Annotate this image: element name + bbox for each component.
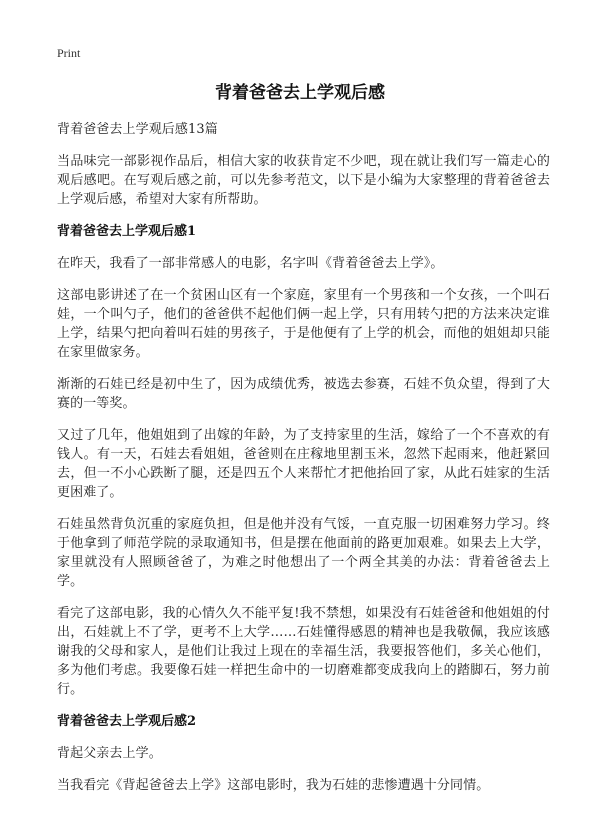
page-title: 背着爸爸去上学观后感: [215, 83, 385, 103]
section-heading-1: 背着爸爸去上学观后感1: [57, 224, 197, 239]
paragraph: 在昨天，我看了一部非常感人的电影，名字叫《背着爸爸去上学》。: [57, 256, 444, 271]
article-subtitle: 背着爸爸去上学观后感13篇: [57, 122, 218, 137]
section-heading-2: 背着爸爸去上学观后感2: [57, 714, 197, 729]
paragraph: 石娃虽然背负沉重的家庭负担，但是他并没有气馁，一直克服一切困难努力学习。终于他拿到了师范学院的录取通知书，但是摆在他面前的路更加艰难。如果去上大学，家里就没有人照顾爸爸了，为难之时他想出了一个两全其美的办法：背着爸爸去上学。: [57, 517, 550, 589]
print-link[interactable]: Print: [57, 46, 81, 60]
paragraph: 当我看完《背起爸爸去上学》这部电影时，我为石娃的悲惨遭遇十分同情。: [57, 778, 490, 793]
paragraph: 渐渐的石娃已经是初中生了，因为成绩优秀，被选去参赛，石娃不负众望，得到了大赛的一等奖。: [57, 377, 550, 411]
article-body: [57, 120, 550, 808]
intro-paragraph: 当品味完一部影视作品后，相信大家的收获肯定不少吧，现在就让我们写一篇走心的观后感吧。在写观后感之前，可以先参考范文，以下是小编为大家整理的背着爸爸去上学观后感，希望对大家有所帮助。: [57, 154, 550, 207]
paragraph: 看完了这部电影，我的心情久久不能平复!我不禁想，如果没有石娃爸爸和他姐姐的付出，石娃就上不了学，更考不上大学……石娃懂得感恩的精神也是我敬佩，我应该感谢我的父母和家人，是他们让我过上现在的幸福生活，我要报答他们，多关心他们，多为他们考虑。我要像石娃一样把生命中的一切磨难都变成我向上的踏脚石，努力前行。: [57, 606, 550, 697]
paragraph: 又过了几年，他姐姐到了出嫁的年龄，为了支持家里的生活，嫁给了一个不喜欢的有钱人。有一天，石娃去看姐姐，爸爸则在庄稼地里割玉米，忽然下起雨来，他赶紧回去，但一不小心跌断了腿，还是四五个人来帮忙才把他抬回了家，从此石娃家的生活更困难了。: [57, 428, 550, 500]
paragraph: 这部电影讲述了在一个贫困山区有一个家庭，家里有一个男孩和一个女孩，一个叫石娃，一个叫勺子，他们的爸爸供不起他们俩一起上学，只有用转勺把的方法来决定谁上学，结果勺把向着叫石娃的男孩子，于是他便有了上学的机会，而他的姐姐却只能在家里做家务。: [57, 288, 550, 360]
paragraph: 背起父亲去上学。: [57, 746, 162, 761]
